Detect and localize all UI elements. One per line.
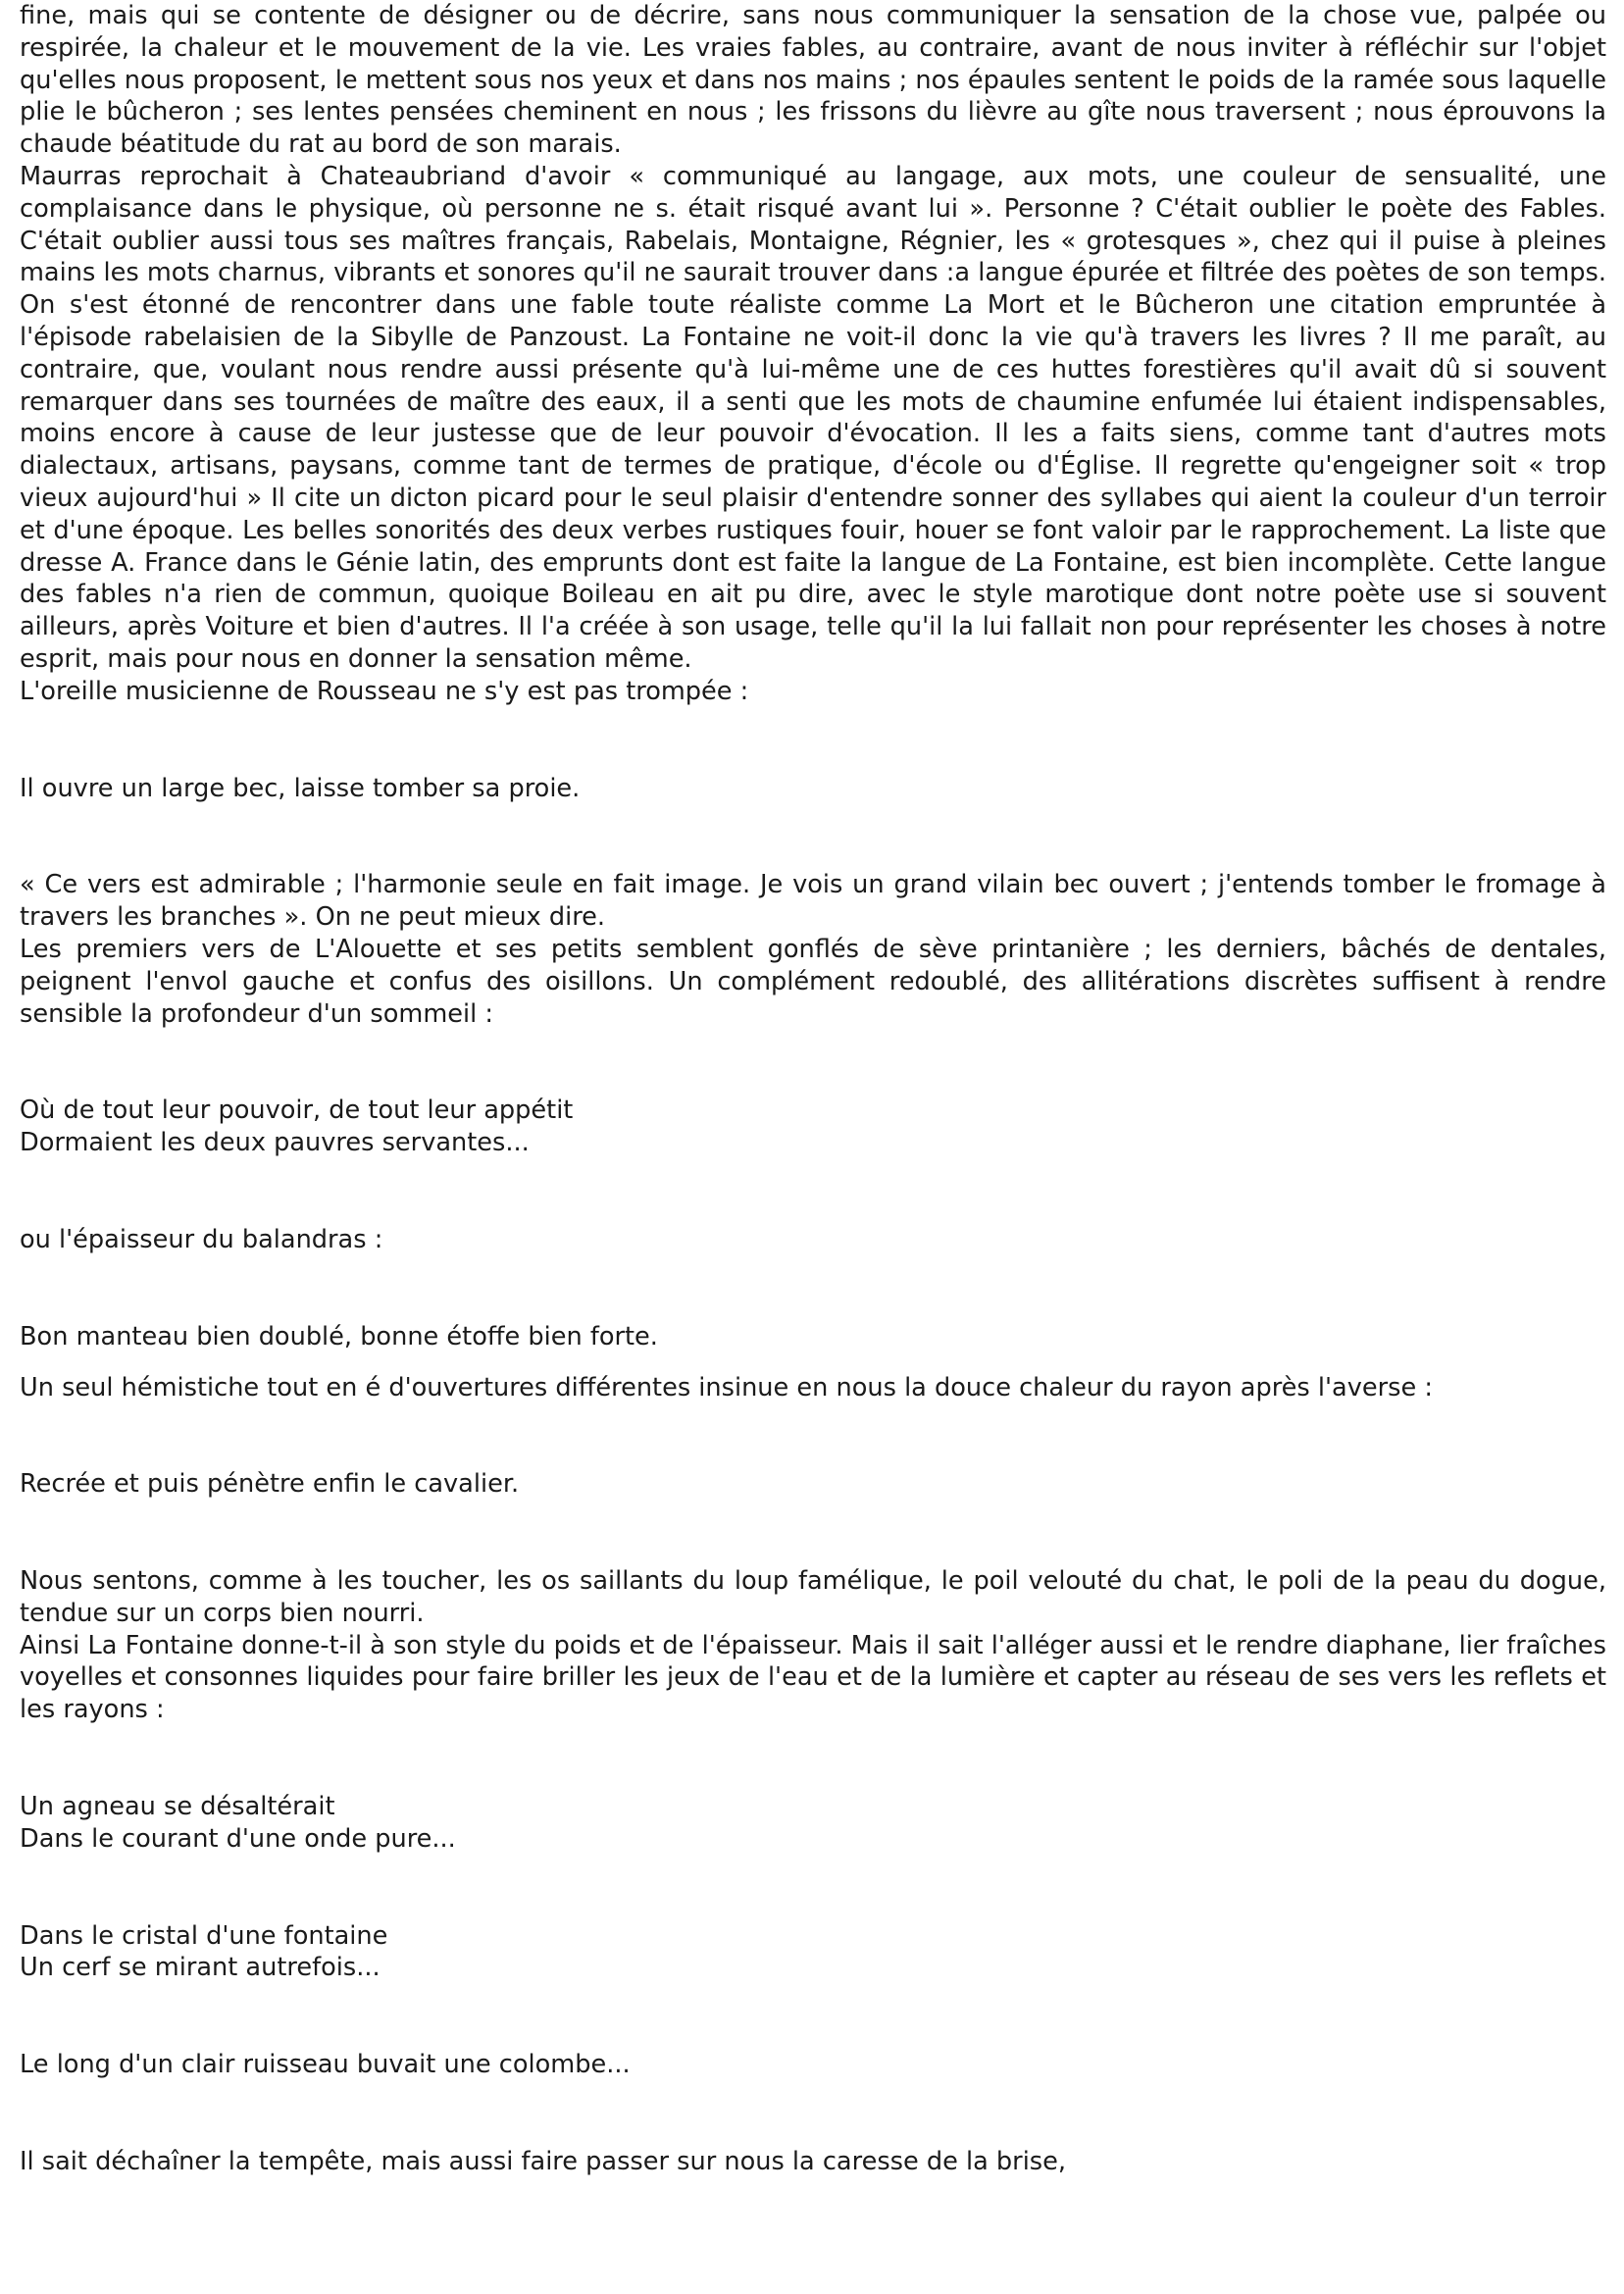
paragraph-sensation: fine, mais qui se contente de désigner ou de décrire, sans nous communiquer la sensation de la chose vue, palpée ou respirée, la chaleur et le mouvement de la vie. Les vraies fables, au contraire, avant de nous inviter à réfléchir sur l'objet qu'elles nous proposent, le mettent sous nos yeux et dans nos mains ; nos épaules sentent le poids de la ramée sous laquelle plie le bûcheron ; ses lentes pensées cheminent en nous ; les frissons du lièvre au gîte nous traversent ; nous éprouvons la chaude béatitude du rat au bord de son marais.: [20, 1, 1606, 160]
verse-line: Où de tout leur pouvoir, de tout leur appétit: [20, 1096, 574, 1126]
verse-line: Recrée et puis pénètre enfin le cavalier.: [20, 1469, 520, 1500]
spacer: [20, 1403, 1606, 1468]
verse-line: Le long d'un clair ruisseau buvait une colombe...: [20, 2050, 631, 2080]
spacer: [20, 1984, 1606, 2049]
document-page: [20, 0, 1606, 2178]
verse-line: Dans le cristal d'une fontaine: [20, 1920, 388, 1951]
spacer: [20, 1353, 1606, 1372]
spacer: [20, 1856, 1606, 1920]
verse-line: Bon manteau bien doublé, bonne étoffe bien forte.: [20, 1321, 658, 1351]
paragraph-loup: Nous sentons, comme à les toucher, les os saillants du loup famélique, le poil velouté du chat, le poli de la peau du dogue, tendue sur un corps bien nourri.: [20, 1566, 1606, 1628]
paragraph-rousseau-intro: L'oreille musicienne de Rousseau ne s'y est pas trompée :: [20, 676, 749, 706]
paragraph-alouette: Les premiers vers de L'Alouette et ses petits semblent gonflés de sève printanière ; les derniers, bâchés de dentales, peignent l'envol gauche et confus des oisillons. Un complément redoublé, des allitérations discrètes suffisent à rendre sensible la profondeur d'un sommeil :: [20, 934, 1606, 1029]
spacer: [20, 1726, 1606, 1791]
paragraph-style: Ainsi La Fontaine donne-t-il à son style du poids et de l'épaisseur. Mais il sait l'alléger aussi et le rendre diaphane, lier fraîches voyelles et consonnes liquides pour faire briller les jeux de l'eau et de la lumière et capter au réseau de ses vers les reflets et les rayons :: [20, 1630, 1606, 1725]
verse-line: Dans le courant d'une onde pure...: [20, 1823, 456, 1854]
spacer: [20, 804, 1606, 869]
paragraph-maurras: Maurras reprochait à Chateaubriand d'avoir « communiqué au langage, aux mots, une couleur de sensualité, une complaisance dans le physique, où personne ne s. était risqué avant lui ». Personne ? C'était oublier le poète des Fables. C'était oublier aussi tous ses maîtres français, Rabelais, Montaigne, Régnier, les « grotesques », chez qui il puise à pleines mains les mots charnus, vibrants et sonores qu'il ne saurait trouver dans :a langue épurée et filtrée des poètes de son temps. On s'est étonné de rencontrer dans une fable toute réaliste comme La Mort et le Bûcheron une citation empruntée à l'épisode rabelaisien de la Sibylle de Panzoust. La Fontaine ne voit-il donc la vie qu'à travers les livres ? Il me paraît, au contraire, que, voulant nous rendre aussi présente qu'à lui-même une de ces huttes forestières qu'il avait dû si souvent remarquer dans ses tournées de maître des eaux, il a senti que les mots de chaumine enfumée lui étaient indispensables, moins encore à cause de leur justesse que de leur pouvoir d'évocation. Il les a faits siens, comme tant d'autres mots dialectaux, artisans, paysans, comme tant de termes de pratique, d'école ou d'Église. Il regrette qu'engeigner soit « trop vieux aujourd'hui » Il cite un dicton picard pour le seul plaisir d'entendre sonner des syllabes qui aient la couleur d'un terroir et d'une époque. Les belles sonorités des deux verbes rustiques fouir, houer se font valoir par le rapprochement. La liste que dresse A. France dans le Génie latin, des emprunts dont est faite la langue de La Fontaine, est bien incomplète. Cette langue des fables n'a rien de commun, quoique Boileau en ait pu dire, avec le style marotique dont notre poète use si souvent ailleurs, après Voiture et bien d'autres. Il l'a créée à son usage, telle qu'il la lui fallait non pour représenter les choses à notre esprit, mais pour nous en donner la sensation même.: [20, 161, 1606, 674]
paragraph-tempete: Il sait déchaîner la tempête, mais aussi faire passer sur nous la caresse de la brise,: [20, 2147, 1067, 2177]
spacer: [20, 2081, 1606, 2146]
paragraph-hemistiche: Un seul hémistiche tout en é d'ouvertures différentes insinue en nous la douce chaleur du rayon après l'averse :: [20, 1372, 1433, 1402]
spacer: [20, 1256, 1606, 1321]
paragraph-rousseau-quote: « Ce vers est admirable ; l'harmonie seule en fait image. Je vois un grand vilain bec ouvert ; j'entends tomber le fromage à travers les branches ». On ne peut mieux dire.: [20, 870, 1606, 933]
verse-line: Un agneau se désaltérait: [20, 1792, 335, 1822]
spacer: [20, 1030, 1606, 1095]
spacer: [20, 1501, 1606, 1565]
spacer: [20, 708, 1606, 773]
verse-line: Il ouvre un large bec, laisse tomber sa proie.: [20, 773, 581, 803]
verse-line: Dormaient les deux pauvres servantes...: [20, 1128, 530, 1158]
spacer: [20, 1159, 1606, 1224]
verse-line: Un cerf se mirant autrefois...: [20, 1953, 381, 1983]
paragraph-balandras: ou l'épaisseur du balandras :: [20, 1224, 383, 1254]
